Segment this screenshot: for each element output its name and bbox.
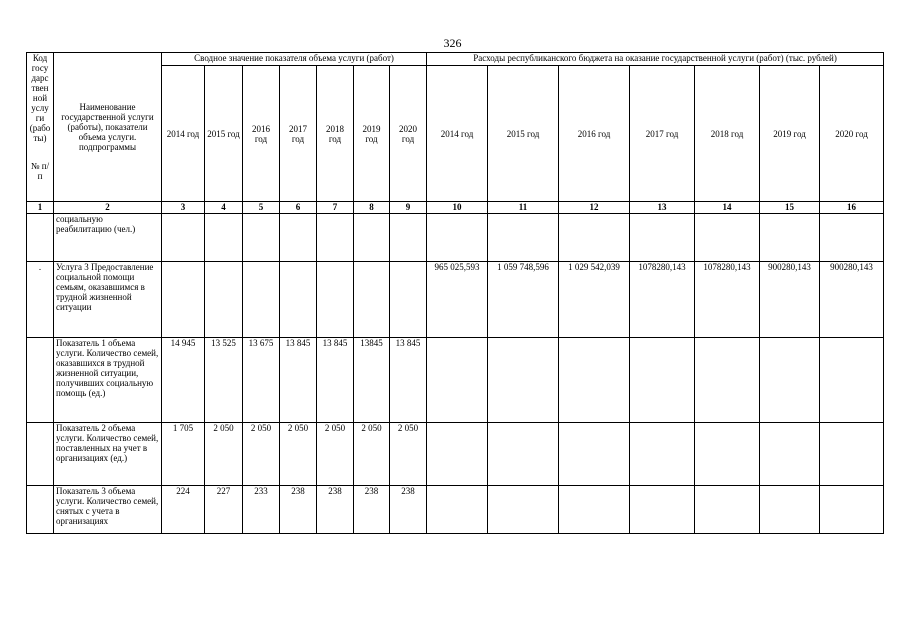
table-row	[27, 486, 884, 534]
volume-cell	[317, 214, 354, 262]
budget-cell	[760, 338, 820, 423]
budget-cell	[488, 486, 559, 534]
volume-cell: 2 050	[354, 423, 390, 486]
row-code	[27, 338, 54, 423]
volume-year-header: 2020 год	[390, 66, 427, 202]
volume-cell	[280, 262, 317, 338]
budget-cell	[760, 423, 820, 486]
budget-cell: 1078280,143	[630, 262, 695, 338]
volume-cell	[243, 262, 280, 338]
budget-cell	[630, 486, 695, 534]
table-row	[27, 214, 884, 262]
column-number: 15	[760, 202, 820, 214]
volume-cell	[162, 262, 205, 338]
column-number: 4	[205, 202, 243, 214]
budget-cell	[630, 423, 695, 486]
volume-cell: 13 845	[280, 338, 317, 423]
budget-cell	[820, 338, 884, 423]
row-name: социальную реабилитацию (чел.)	[54, 214, 162, 262]
row-code	[27, 486, 54, 534]
budget-cell	[559, 486, 630, 534]
volume-cell	[162, 214, 205, 262]
row-name: Показатель 3 объема услуги. Количество семей, снятых с учета в организациях	[54, 486, 162, 534]
budget-year-header: 2015 год	[488, 66, 559, 202]
budget-cell: 1078280,143	[695, 262, 760, 338]
volume-cell: 13 675	[243, 338, 280, 423]
volume-cell: 2 050	[243, 423, 280, 486]
budget-cell	[695, 214, 760, 262]
volume-cell	[243, 214, 280, 262]
volume-cell: 13 845	[317, 338, 354, 423]
volume-cell	[390, 262, 427, 338]
budget-cell	[695, 423, 760, 486]
volume-cell: 1 705	[162, 423, 205, 486]
header-budget-group: Расходы республиканского бюджета на оказание государственной услуги (работ) (тыс. рублей)	[427, 53, 884, 66]
table-row	[27, 338, 884, 423]
volume-cell: 2 050	[280, 423, 317, 486]
volume-cell: 2 050	[390, 423, 427, 486]
header-code-label: Код госу дарс твен ной услу ги (рабо ты)	[29, 53, 51, 143]
column-number: 10	[427, 202, 488, 214]
budget-cell	[559, 338, 630, 423]
budget-year-header: 2018 год	[695, 66, 760, 202]
budget-cell	[559, 423, 630, 486]
volume-cell: 238	[390, 486, 427, 534]
page-number: 326	[443, 36, 462, 50]
column-number: 12	[559, 202, 630, 214]
volume-cell: 238	[280, 486, 317, 534]
volume-year-header: 2017 год	[280, 66, 317, 202]
column-number-row	[27, 202, 884, 214]
header-group-row	[27, 53, 884, 66]
row-code	[27, 214, 54, 262]
volume-year-header: 2019 год	[354, 66, 390, 202]
budget-year-header: 2016 год	[559, 66, 630, 202]
budget-cell	[488, 338, 559, 423]
budget-year-header: 2014 год	[427, 66, 488, 202]
volume-cell	[354, 214, 390, 262]
header-code-cell	[27, 53, 54, 202]
row-code	[27, 423, 54, 486]
row-name: Услуга 3 Предоставление социальной помощи семьям, оказавшимся в трудной жизненной ситуации	[54, 262, 162, 338]
budget-cell	[559, 214, 630, 262]
budget-cell	[488, 423, 559, 486]
budget-cell: 900280,143	[820, 262, 884, 338]
budget-cell	[695, 486, 760, 534]
column-number: 5	[243, 202, 280, 214]
volume-cell: 13 525	[205, 338, 243, 423]
budget-cell: 1 029 542,039	[559, 262, 630, 338]
volume-cell: 233	[243, 486, 280, 534]
column-number: 9	[390, 202, 427, 214]
budget-cell	[820, 486, 884, 534]
volume-cell	[390, 214, 427, 262]
column-number: 6	[280, 202, 317, 214]
row-code: .	[27, 262, 54, 338]
volume-cell	[317, 262, 354, 338]
budget-cell	[820, 214, 884, 262]
column-number: 16	[820, 202, 884, 214]
volume-year-header: 2015 год	[205, 66, 243, 202]
column-number: 7	[317, 202, 354, 214]
volume-cell	[205, 262, 243, 338]
volume-year-header: 2016 год	[243, 66, 280, 202]
budget-year-header: 2020 год	[820, 66, 884, 202]
volume-year-header: 2018 год	[317, 66, 354, 202]
volume-cell	[205, 214, 243, 262]
row-name: Показатель 1 объема услуги. Количество семей, оказавшихся в трудной жизненной ситуации, получивших социальную помощь (ед.)	[54, 338, 162, 423]
budget-cell	[427, 214, 488, 262]
row-name: Показатель 2 объема услуги. Количество семей, поставленных на учет в организациях (ед.)	[54, 423, 162, 486]
budget-cell	[427, 423, 488, 486]
budget-year-header: 2019 год	[760, 66, 820, 202]
column-number: 2	[54, 202, 162, 214]
volume-cell: 2 050	[317, 423, 354, 486]
budget-cell	[820, 423, 884, 486]
column-number: 13	[630, 202, 695, 214]
column-number: 1	[27, 202, 54, 214]
volume-cell: 2 050	[205, 423, 243, 486]
budget-year-header: 2017 год	[630, 66, 695, 202]
header-num-label: № п/п	[30, 161, 50, 181]
budget-cell	[488, 214, 559, 262]
column-number: 8	[354, 202, 390, 214]
budget-cell	[760, 486, 820, 534]
volume-cell: 224	[162, 486, 205, 534]
volume-cell: 13845	[354, 338, 390, 423]
volume-cell	[354, 262, 390, 338]
table-row	[27, 262, 884, 338]
budget-cell: 965 025,593	[427, 262, 488, 338]
volume-cell: 238	[354, 486, 390, 534]
budget-cell	[427, 338, 488, 423]
column-number: 11	[488, 202, 559, 214]
budget-cell	[427, 486, 488, 534]
budget-cell	[630, 214, 695, 262]
budget-cell: 1 059 748,596	[488, 262, 559, 338]
budget-cell	[630, 338, 695, 423]
column-number: 14	[695, 202, 760, 214]
volume-cell	[280, 214, 317, 262]
budget-cell: 900280,143	[760, 262, 820, 338]
volume-cell: 227	[205, 486, 243, 534]
services-table	[26, 52, 884, 534]
header-name-label: Наименование государственной услуги (работы), показатели объема услуги. подпрограммы	[54, 53, 162, 202]
volume-cell: 13 845	[390, 338, 427, 423]
budget-cell	[695, 338, 760, 423]
volume-cell: 238	[317, 486, 354, 534]
column-number: 3	[162, 202, 205, 214]
table-row	[27, 423, 884, 486]
volume-year-header: 2014 год	[162, 66, 205, 202]
volume-cell: 14 945	[162, 338, 205, 423]
budget-cell	[760, 214, 820, 262]
header-volume-group: Сводное значение показателя объема услуги (работ)	[162, 53, 427, 66]
